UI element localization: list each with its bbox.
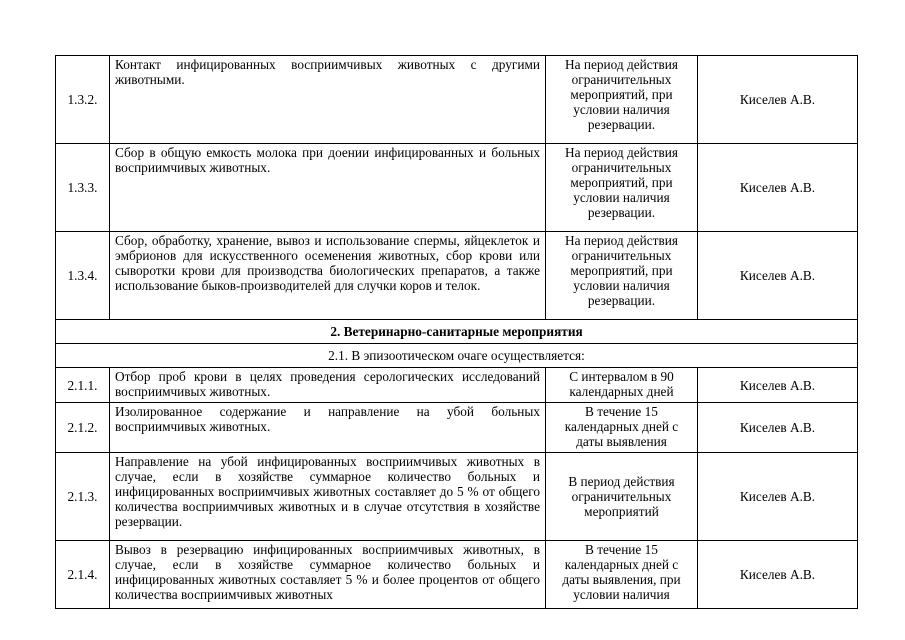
measure-period: В период действия ограничительных мероприятий xyxy=(546,453,698,541)
section-title: 2. Ветеринарно-санитарные мероприятия xyxy=(56,320,858,344)
responsible-person: Киселев А.В. xyxy=(698,368,858,403)
table-row xyxy=(56,368,858,403)
measure-period: На период действия ограничительных мероприятий, при условии наличия резервации. xyxy=(546,144,698,232)
measure-text: Направление на убой инфицированных восприимчивых животных в случае, если в хозяйстве суммарное количество больных и инфицированных восприимчивых животных составляет до 5 % от общего количества восприимчивых животных и в случае отсутствия в хозяйстве резервации. xyxy=(110,453,546,541)
measure-text: Сбор в общую емкость молока при доении инфицированных и больных восприимчивых животных. xyxy=(110,144,546,232)
row-number: 2.1.1. xyxy=(56,368,110,403)
row-number: 2.1.3. xyxy=(56,453,110,541)
row-number: 2.1.2. xyxy=(56,403,110,453)
measure-text: Сбор, обработку, хранение, вывоз и использование спермы, яйцеклеток и эмбрионов для искусственного осеменения животных, сбор крови или сыворотки крови для производства биологических препаратов, а также использование быков-производителей для случки коров и телок. xyxy=(110,232,546,320)
table-row xyxy=(56,56,858,144)
measure-text: Изолированное содержание и направление на убой больных восприимчивых животных. xyxy=(110,403,546,453)
measure-text: Контакт инфицированных восприимчивых животных с другими животными. xyxy=(110,56,546,144)
section-row xyxy=(56,320,858,344)
responsible-person: Киселев А.В. xyxy=(698,541,858,609)
row-number: 1.3.2. xyxy=(56,56,110,144)
responsible-person: Киселев А.В. xyxy=(698,56,858,144)
table-row xyxy=(56,403,858,453)
subsection-title: 2.1. В эпизоотическом очаге осуществляется: xyxy=(56,344,858,368)
table-row xyxy=(56,541,858,609)
subsection-row xyxy=(56,344,858,368)
measure-period: На период действия ограничительных мероприятий, при условии наличия резервации. xyxy=(546,56,698,144)
table-row xyxy=(56,453,858,541)
measure-text: Отбор проб крови в целях проведения серологических исследований восприимчивых животных. xyxy=(110,368,546,403)
measure-period: В течение 15 календарных дней с даты выявления xyxy=(546,403,698,453)
row-number: 1.3.4. xyxy=(56,232,110,320)
measure-period: В течение 15 календарных дней с даты выявления, при условии наличия xyxy=(546,541,698,609)
responsible-person: Киселев А.В. xyxy=(698,232,858,320)
responsible-person: Киселев А.В. xyxy=(698,403,858,453)
responsible-person: Киселев А.В. xyxy=(698,453,858,541)
measure-period: На период действия ограничительных мероприятий, при условии наличия резервации. xyxy=(546,232,698,320)
measure-text: Вывоз в резервацию инфицированных восприимчивых животных, в случае, если в хозяйстве суммарное количество больных и инфицированных животных составляет 5 % и более процентов от общего количества восприимчивых животных xyxy=(110,541,546,609)
row-number: 1.3.3. xyxy=(56,144,110,232)
measures-table xyxy=(55,55,858,609)
table-row xyxy=(56,232,858,320)
responsible-person: Киселев А.В. xyxy=(698,144,858,232)
table-row xyxy=(56,144,858,232)
measure-period: С интервалом в 90 календарных дней xyxy=(546,368,698,403)
row-number: 2.1.4. xyxy=(56,541,110,609)
